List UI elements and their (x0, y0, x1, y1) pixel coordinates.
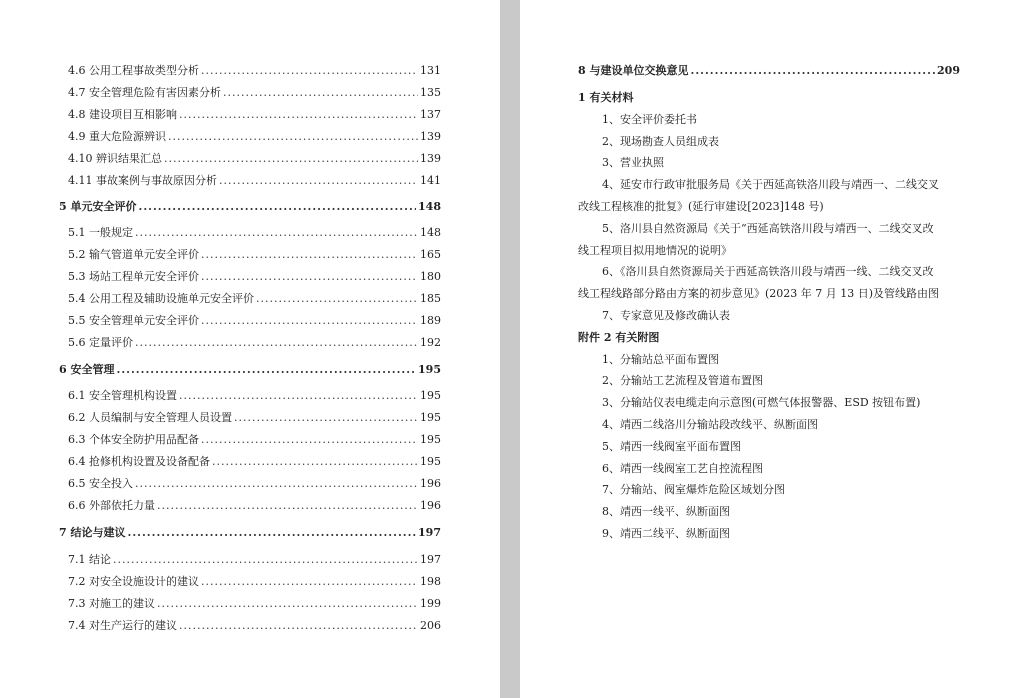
toc-entry[interactable] (68, 152, 441, 166)
toc-entry-page: 197 (418, 526, 441, 539)
toc-leader-dots (113, 553, 418, 567)
toc-entry-title: 4.10 辨识结果汇总 (68, 152, 162, 165)
toc-entry-page: 185 (420, 292, 441, 305)
toc-entry[interactable] (68, 553, 441, 567)
list-item: 线工程线路部分路由方案的初步意见》(2023 年 7 月 13 日)及管线路由图 (578, 287, 940, 301)
toc-entry-page: 192 (420, 336, 441, 349)
toc-leader-dots (219, 174, 418, 188)
list-item: 9、靖西二线平、纵断面图 (602, 527, 730, 540)
toc-entry-title: 5 单元安全评价 (59, 200, 137, 213)
toc-leader-dots (256, 292, 418, 306)
toc-entry[interactable] (68, 86, 441, 100)
toc-entry-page: 131 (420, 64, 441, 77)
toc-entry[interactable] (59, 200, 441, 214)
document-page-right (520, 0, 1022, 698)
page-gutter (500, 0, 520, 698)
toc-entry-page: 195 (420, 433, 441, 446)
toc-leader-dots (201, 314, 418, 328)
list-item: 7、专家意见及修改确认表 (602, 309, 730, 322)
toc-entry-page: 209 (937, 64, 960, 77)
list-item: 5、靖西一线阀室平面布置图 (602, 439, 741, 453)
toc-entry-title: 7.2 对安全设施设计的建议 (68, 575, 199, 588)
toc-entry-page: 139 (420, 152, 441, 165)
list-item: 线工程项目拟用地情况的说明》 (578, 243, 732, 257)
toc-entry[interactable] (68, 389, 441, 403)
toc-entry-title: 8 与建设单位交换意见 (578, 64, 689, 77)
toc-entry-title: 6.1 安全管理机构设置 (68, 389, 177, 402)
toc-entry-title: 4.9 重大危险源辨识 (68, 130, 166, 143)
toc-entry[interactable] (68, 226, 441, 240)
toc-entry[interactable] (68, 174, 441, 188)
toc-entry[interactable] (68, 64, 441, 78)
list-item: 6、《洛川县自然资源局关于西延高铁洛川段与靖西一线、二线交叉改 (602, 265, 934, 279)
toc-entry[interactable] (59, 526, 441, 540)
toc-leader-dots (168, 130, 418, 144)
toc-leader-dots (135, 336, 418, 350)
toc-entry-title: 4.6 公用工程事故类型分析 (68, 64, 199, 77)
list-item: 4、靖西二线洛川分输站段改线平、纵断面图 (602, 418, 818, 431)
toc-entry-title: 6 安全管理 (59, 363, 115, 376)
toc-leader-dots (135, 477, 418, 491)
section-heading: 1 有关材料 (578, 91, 634, 104)
list-item: 2、分输站工艺流程及管道布置图 (602, 374, 763, 388)
toc-leader-dots (179, 108, 418, 122)
toc-entry-title: 5.5 安全管理单元安全评价 (68, 314, 199, 327)
toc-leader-dots (157, 597, 418, 611)
toc-entry-title: 6.6 外部依托力量 (68, 499, 155, 512)
toc-entry[interactable] (68, 477, 441, 491)
toc-entry-page: 199 (420, 597, 441, 610)
toc-entry-page: 135 (420, 86, 441, 99)
toc-entry-title: 7.3 对施工的建议 (68, 597, 155, 610)
list-item: 8、靖西一线平、纵断面图 (602, 505, 730, 519)
toc-entry-title: 5.4 公用工程及辅助设施单元安全评价 (68, 292, 254, 305)
toc-entry-title: 4.11 事故案例与事故原因分析 (68, 174, 217, 187)
toc-entry-page: 195 (420, 455, 441, 468)
list-item: 5、洛川县自然资源局《关于“西延高铁洛川段与靖西一、二线交叉改 (602, 221, 934, 235)
toc-leader-dots (127, 526, 416, 540)
toc-entry[interactable] (68, 292, 441, 306)
toc-leader-dots (201, 64, 418, 78)
toc-leader-dots (212, 455, 418, 469)
list-item: 2、现场勘查人员组成表 (602, 134, 719, 148)
toc-entry[interactable] (68, 248, 441, 262)
toc-entry-page: 195 (420, 411, 441, 424)
toc-leader-dots (164, 152, 418, 166)
toc-entry[interactable] (68, 499, 441, 513)
toc-entry-page: 189 (420, 314, 441, 327)
toc-entry-page: 198 (420, 575, 441, 588)
list-item: 7、分输站、阀室爆炸危险区域划分图 (602, 483, 785, 497)
toc-entry[interactable] (68, 314, 441, 328)
list-item: 3、营业执照 (602, 156, 664, 170)
toc-leader-dots (201, 433, 418, 447)
toc-leader-dots (234, 411, 418, 425)
toc-entry-title: 7.1 结论 (68, 553, 111, 566)
list-item: 3、分输站仪表电缆走向示意图(可燃气体报警器、ESD 按钮布置) (602, 396, 921, 410)
toc-entry[interactable] (68, 575, 441, 589)
toc-entry-title: 5.6 定量评价 (68, 336, 133, 349)
list-item: 1、分输站总平面布置图 (602, 352, 719, 366)
toc-entry-title: 6.4 抢修机构设置及设备配备 (68, 455, 210, 468)
toc-entry-title: 5.2 输气管道单元安全评价 (68, 248, 199, 261)
toc-entry[interactable] (68, 130, 441, 144)
toc-entry-title: 7 结论与建议 (59, 526, 126, 539)
toc-entry[interactable] (68, 619, 441, 633)
toc-entry-title: 5.1 一般规定 (68, 226, 133, 239)
toc-entry-title: 6.2 人员编制与安全管理人员设置 (68, 411, 232, 424)
list-item: 1、安全评价委托书 (602, 112, 697, 126)
toc-entry[interactable] (68, 411, 441, 425)
toc-entry-page: 137 (420, 108, 441, 121)
toc-leader-dots (135, 226, 418, 240)
toc-entry[interactable] (68, 433, 441, 447)
toc-entry-title: 4.8 建设项目互相影响 (68, 108, 177, 121)
toc-entry-page: 139 (420, 130, 441, 143)
toc-entry-page: 197 (420, 553, 441, 566)
toc-leader-dots (201, 575, 418, 589)
toc-leader-dots (223, 86, 418, 100)
list-item: 改线工程核准的批复》(延行审建设[2023]148 号) (578, 200, 824, 213)
toc-entry-title: 6.5 安全投入 (68, 477, 133, 490)
toc-entry[interactable] (68, 455, 441, 469)
toc-entry-page: 196 (420, 477, 441, 490)
list-item: 6、靖西一线阀室工艺自控流程图 (602, 461, 763, 475)
section-heading: 附件 2 有关附图 (578, 330, 660, 344)
toc-entry-page: 148 (418, 200, 441, 213)
toc-entry-title: 6.3 个体安全防护用品配备 (68, 433, 199, 446)
toc-entry-page: 206 (420, 619, 441, 632)
toc-entry-page: 165 (420, 248, 441, 261)
list-item: 4、延安市行政审批服务局《关于西延高铁洛川段与靖西一、二线交叉 (602, 178, 939, 192)
toc-leader-dots (157, 499, 418, 513)
toc-entry-page: 148 (420, 226, 441, 239)
toc-leader-dots (138, 200, 416, 214)
toc-entry-title: 7.4 对生产运行的建议 (68, 619, 177, 632)
toc-leader-dots (179, 389, 418, 403)
toc-leader-dots (201, 270, 418, 284)
toc-entry-page: 195 (418, 363, 441, 376)
toc-entry[interactable] (68, 108, 441, 122)
toc-entry-page: 180 (420, 270, 441, 283)
toc-entry[interactable] (68, 597, 441, 611)
toc-entry[interactable] (68, 336, 441, 350)
toc-leader-dots (690, 64, 935, 78)
toc-entry-page: 141 (420, 174, 441, 187)
toc-entry[interactable] (59, 363, 441, 377)
toc-leader-dots (116, 363, 416, 377)
toc-entry-title: 5.3 场站工程单元安全评价 (68, 270, 199, 283)
document-page-left (0, 0, 500, 698)
toc-leader-dots (201, 248, 418, 262)
toc-entry-title: 4.7 安全管理危险有害因素分析 (68, 86, 221, 99)
toc-entry[interactable] (68, 270, 441, 284)
toc-entry-page: 196 (420, 499, 441, 512)
toc-leader-dots (179, 619, 418, 633)
toc-entry-chapter-8[interactable] (578, 64, 960, 78)
toc-entry-page: 195 (420, 389, 441, 402)
